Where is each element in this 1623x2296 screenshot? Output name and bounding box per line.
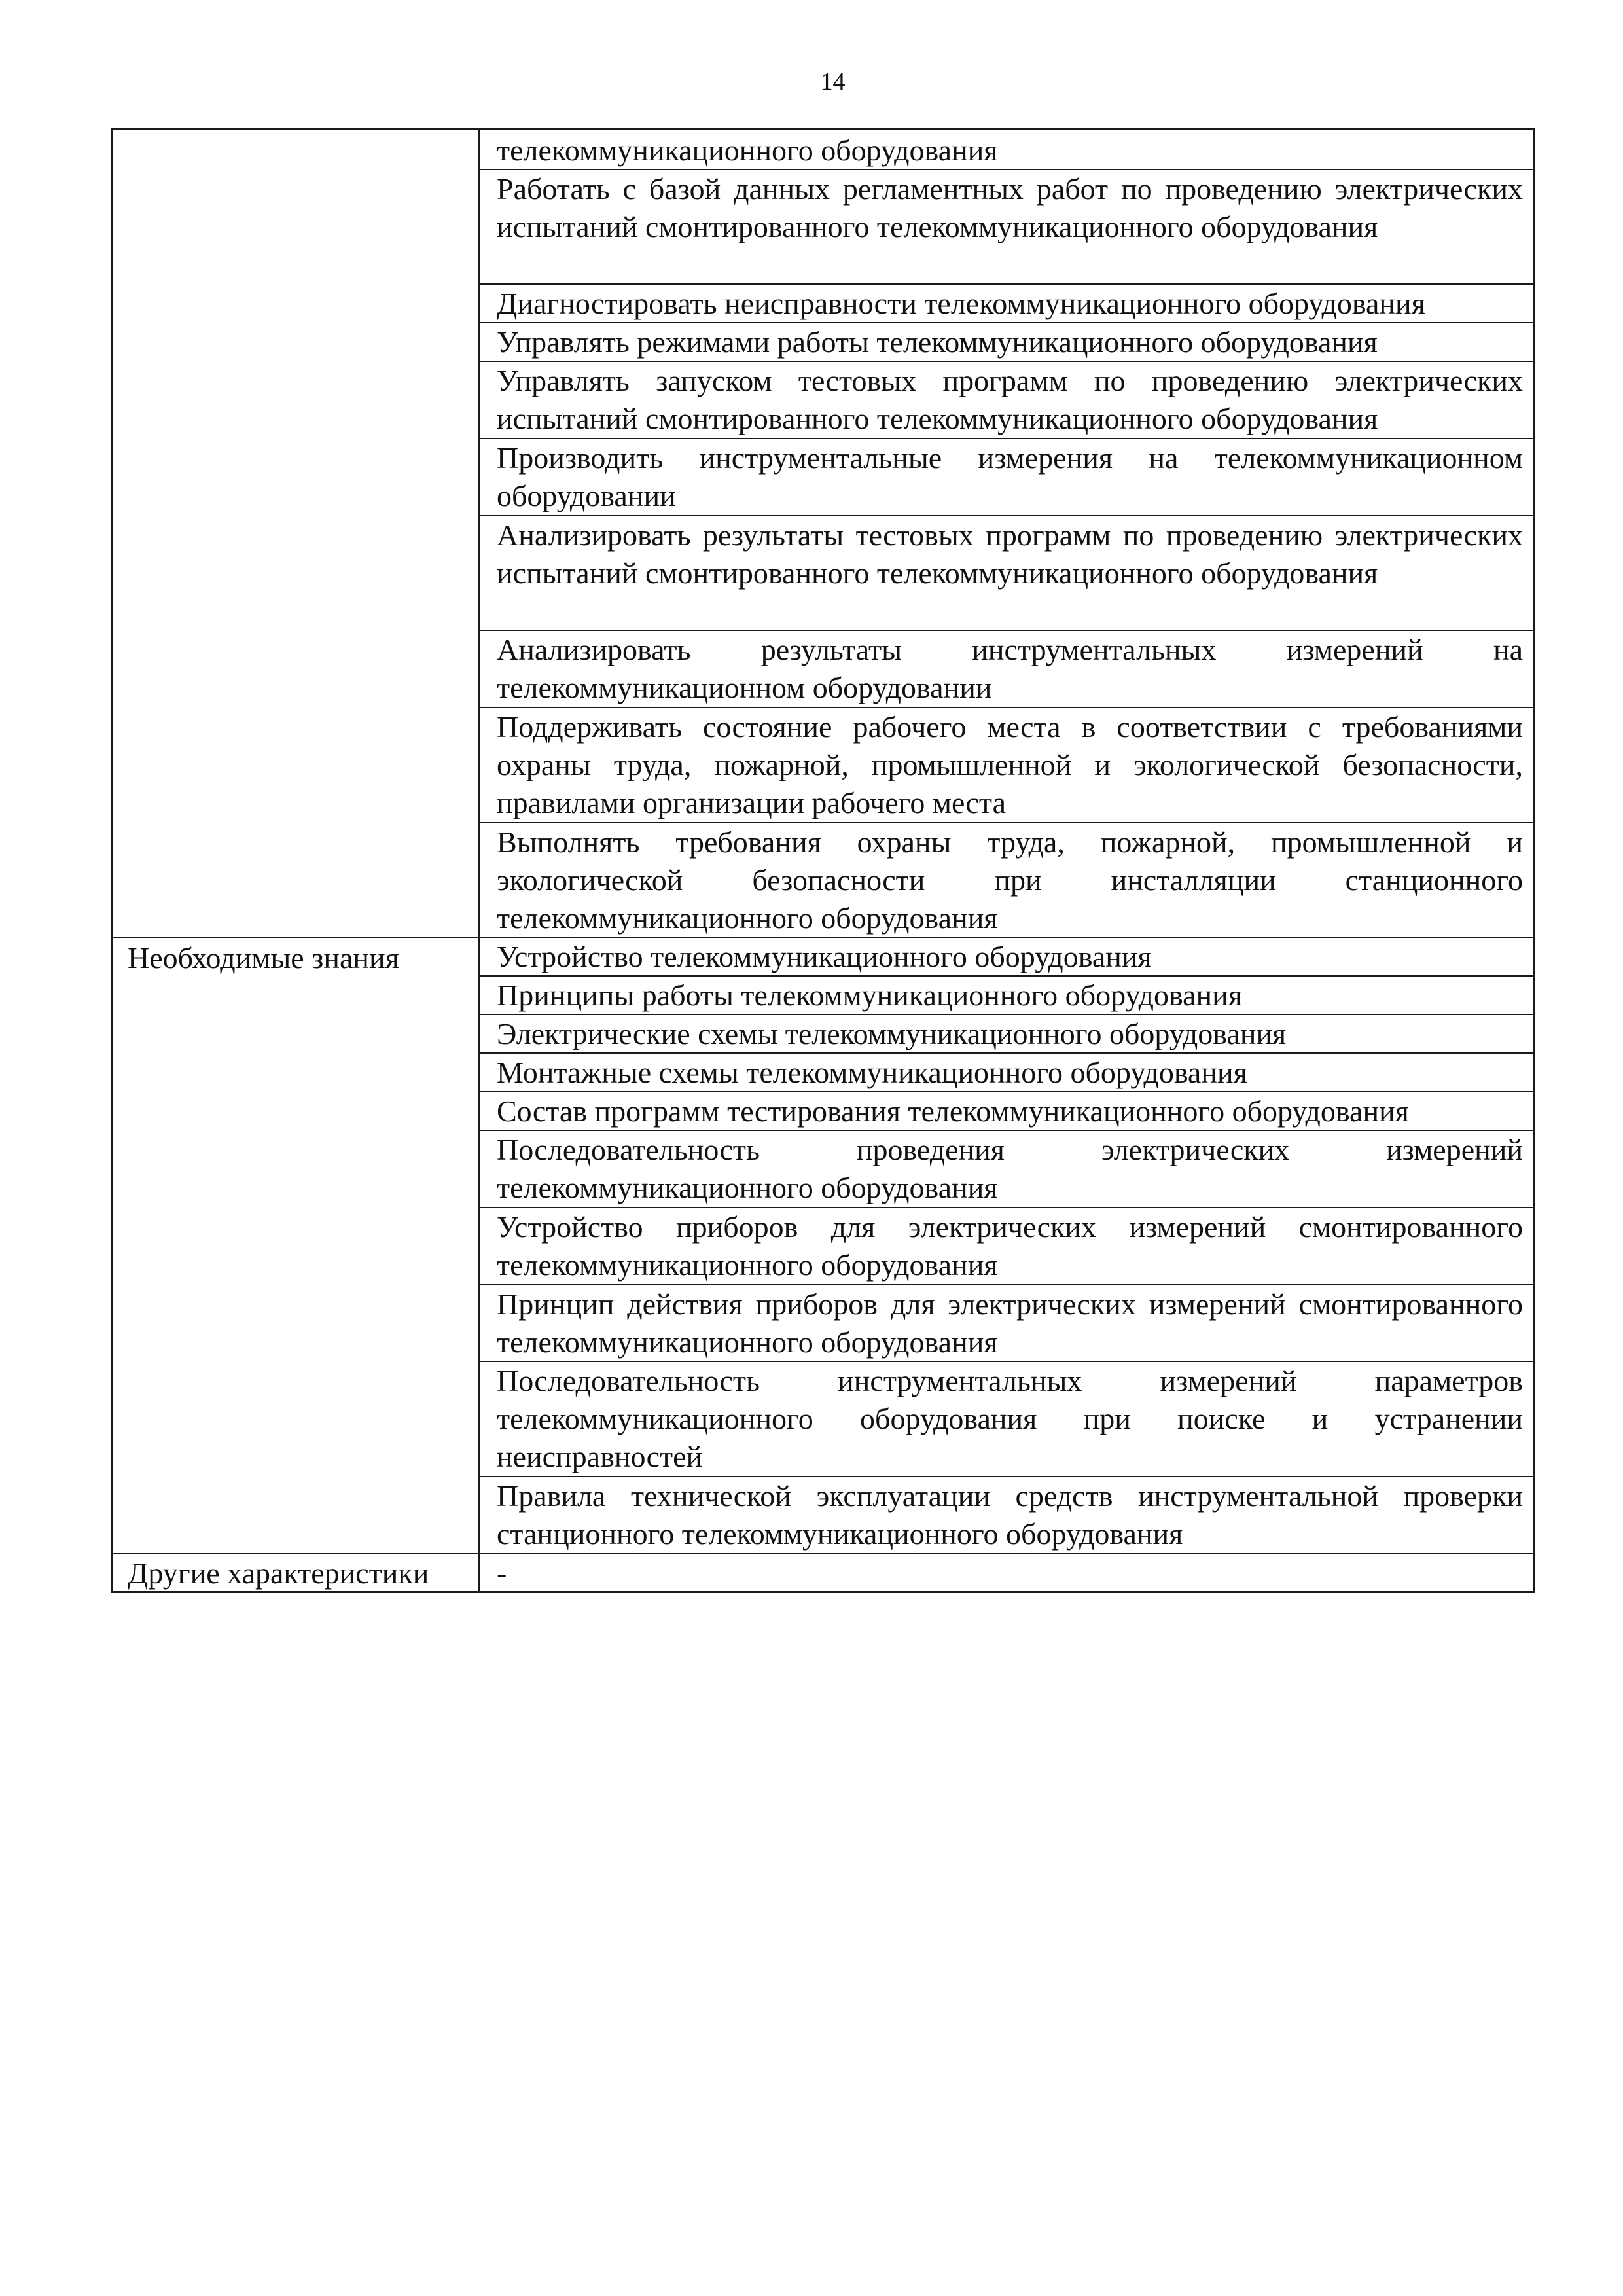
knowledge-cell: Правила технической эксплуатации средств инструментальной проверки станционного телекоммуникационного оборудования bbox=[497, 1479, 1523, 1551]
competency-table bbox=[111, 128, 1535, 1593]
skill-cell: телекоммуникационного оборудования bbox=[497, 134, 998, 167]
knowledge-cell: Принцип действия приборов для электрических измерений смонтированного телекоммуникационного оборудования bbox=[497, 1287, 1523, 1359]
skill-cell: Диагностировать неисправности телекоммуникационного оборудования bbox=[497, 287, 1425, 320]
skill-cell: Управлять запуском тестовых программ по проведению электрических испытаний смонтированного телекоммуникационного оборудования bbox=[497, 364, 1523, 435]
skill-cell: Поддерживать состояние рабочего места в соответствии с требованиями охраны труда, пожарной, промышленной и экологической безопасности, правилами организации рабочего места bbox=[497, 710, 1523, 819]
knowledge-cell: Устройство телекоммуникационного оборудования bbox=[497, 940, 1152, 973]
knowledge-cell: Электрические схемы телекоммуникационного оборудования bbox=[497, 1017, 1287, 1050]
column-separator bbox=[478, 130, 480, 1591]
other-label: Другие характеристики bbox=[128, 1556, 429, 1590]
other-value: - bbox=[497, 1556, 507, 1590]
skill-cell: Анализировать результаты инструментальных измерений на телекоммуникационном оборудовании bbox=[497, 633, 1523, 704]
skill-cell: Производить инструментальные измерения на телекоммуникационном оборудовании bbox=[497, 441, 1523, 512]
knowledge-cell: Устройство приборов для электрических измерений смонтированного телекоммуникационного оборудования bbox=[497, 1210, 1523, 1282]
knowledge-cell: Последовательность инструментальных измерений параметров телекоммуникационного оборудования при поиске и устранении неисправностей bbox=[497, 1364, 1523, 1473]
knowledge-cell: Последовательность проведения электрических измерений телекоммуникационного оборудования bbox=[497, 1133, 1523, 1204]
knowledge-cell: Монтажные схемы телекоммуникационного оборудования bbox=[497, 1056, 1247, 1089]
page-number: 14 bbox=[820, 68, 846, 96]
skill-cell: Анализировать результаты тестовых программ по проведению электрических испытаний смонтированного телекоммуникационного оборудования bbox=[497, 518, 1523, 590]
skill-cell: Выполнять требования охраны труда, пожарной, промышленной и экологической безопасности при инсталляции станционного телекоммуникационного оборудования bbox=[497, 825, 1523, 935]
skill-cell: Работать с базой данных регламентных работ по проведению электрических испытаний смонтированного телекоммуникационного оборудования bbox=[497, 172, 1523, 243]
knowledge-cell: Принципы работы телекоммуникационного оборудования bbox=[497, 978, 1242, 1012]
knowledge-label: Необходимые знания bbox=[128, 941, 399, 975]
skill-cell: Управлять режимами работы телекоммуникационного оборудования bbox=[497, 325, 1378, 359]
knowledge-cell: Состав программ тестирования телекоммуникационного оборудования bbox=[497, 1094, 1409, 1128]
